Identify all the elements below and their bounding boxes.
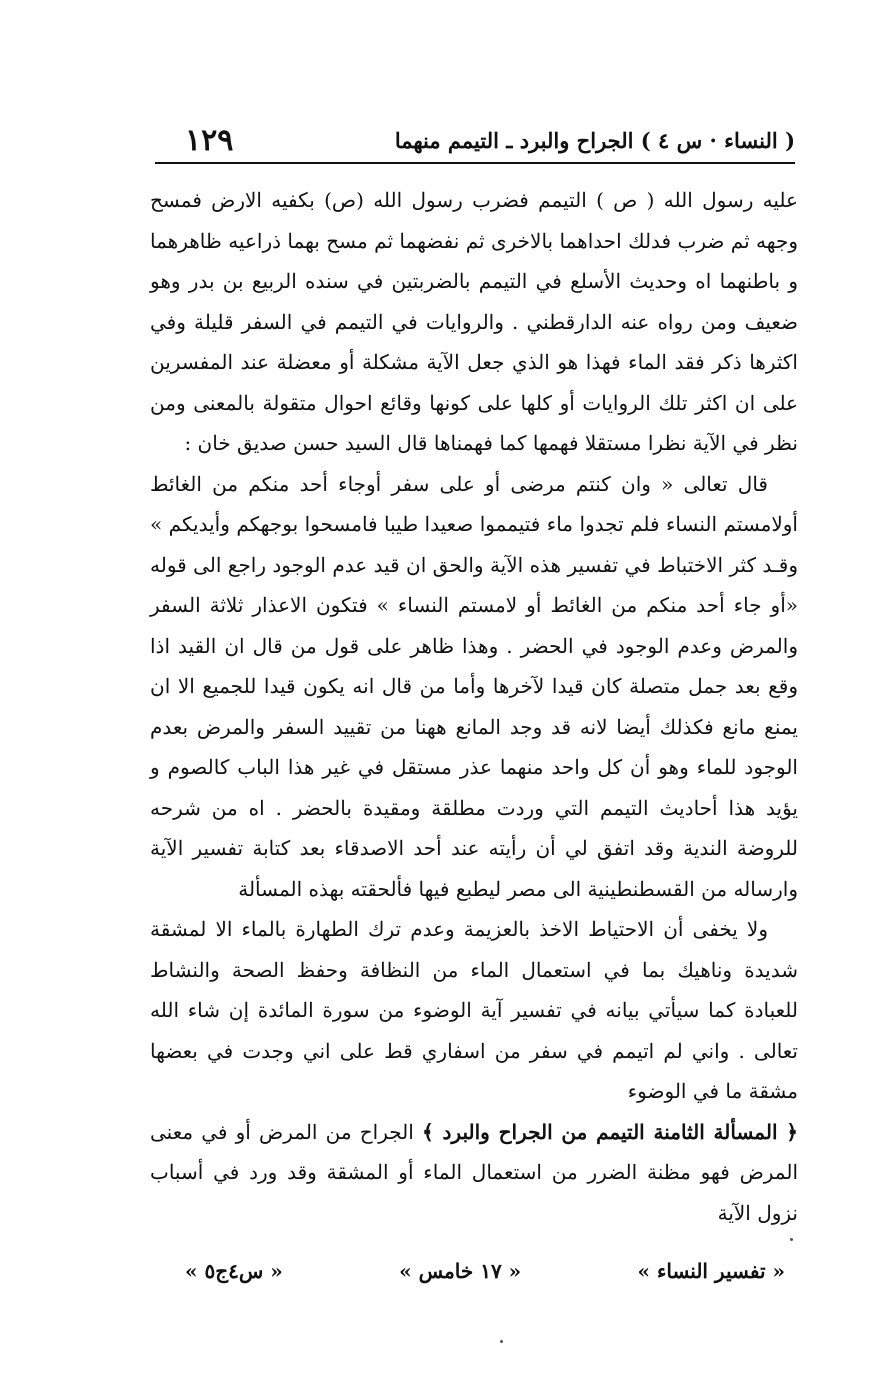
scan-speck — [500, 1340, 503, 1343]
running-title: ( النساء · س ٤ ) الجراح والبرد ـ التيمم منهما — [394, 127, 795, 153]
page-body — [150, 180, 798, 1233]
header-rule — [155, 162, 795, 164]
paragraph-4 — [150, 1112, 798, 1234]
page-number: ١٢٩ — [185, 122, 234, 158]
page-header — [155, 118, 795, 162]
footer-book-title: « تفسير النساء » — [637, 1259, 785, 1283]
page-footer — [165, 1255, 805, 1287]
paragraph-4-text: الجراح من المرض أو في معنى المرض فهو مظنة الضرر من استعمال الماء أو المشقة وقد ورد في أسباب نزول الآية — [150, 1119, 798, 1225]
scan-speck — [790, 1238, 793, 1241]
footer-volume-code: « س٤ج٥ » — [185, 1259, 283, 1283]
section-heading: ﴿ المسألة الثامنة التيمم من الجراح والبرد ﴾ — [422, 1119, 799, 1144]
paragraph-3: ولا يخفى أن الاحتياط الاخذ بالعزيمة وعدم ترك الطهارة بالماء الا لمشقة شديدة وناهيك بما في استعمال الماء من النظافة وحفظ الصحة والنشاط للعبادة كما سيأتي بيانه في تفسير آية الوضوء من سورة المائدة إن شاء الله تعالى . واني لم اتيمم في سفر من اسفاري قط على اني وجدت في بعضها مشقة ما في الوضوء — [150, 917, 798, 1103]
paragraph-2: قال تعالى « وان كنتم مرضى أو على سفر أوجاء أحد منكم من الغائط أولامستم النساء فلم تجدوا ماء فتيمموا صعيدا طيبا فامسحوا بوجهكم وأيديكم » وقـد كثر الاختباط في تفسير هذه الآية والحق ان قيد عدم الوجود راجع الى قوله «أو جاء أحد منكم من الغائط أو لامستم النساء » فتكون الاعذار ثلاثة السفر والمرض وعدم الوجود في الحضر . وهذا ظاهر على قول من قال ان القيد اذا وقع بعد جمل متصلة كان قيدا لآخرها وأما من قال انه يكون قيدا للجميع الا ان يمنع مانع فكذلك أيضا لانه قد وجد المانع ههنا من تقييد السفر والمرض بعدم الوجود للماء وهو أن كل واحد منهما عذر مستقل في غير هذا الباب كالصوم و يؤيد هذا أحاديث التيمم التي وردت مطلقة ومقيدة بالحضر . اه من شرحه للروضة الندية وقد اتفق لي أن رأيته عند أحد الاصدقاء بعد كتابة تفسير الآية وارساله من القسطنطينية الى مصر ليطبع فيها فألحقته بهذه المسألة — [150, 471, 798, 901]
paragraph-1: عليه رسول الله ( ص ) التيمم فضرب رسول الله (ص) بكفيه الارض فمسح وجهه ثم ضرب فدلك احداهما بالاخرى ثم نفضهما ثم مسح بهما ذراعيه ظاهرهما و باطنهما اه وحديث الأسلع في التيمم بالضربتين في سنده الربيع بن بدر وهو ضعيف ومن رواه عنه الدارقطني . والروايات في التيمم في السفر قليلة وفي اكثرها ذكر فقد الماء فهذا هو الذي جعل الآية مشكلة أو معضلة عند المفسرين على ان اكثر تلك الروايات أو كلها على كونها وقائع احوال متقولة بالمعنى ومن نظر في الآية نظرا مستقلا فهمها كما فهمناها قال السيد حسن صديق خان : — [150, 188, 798, 455]
footer-signature: « ١٧ خامس » — [399, 1259, 522, 1283]
